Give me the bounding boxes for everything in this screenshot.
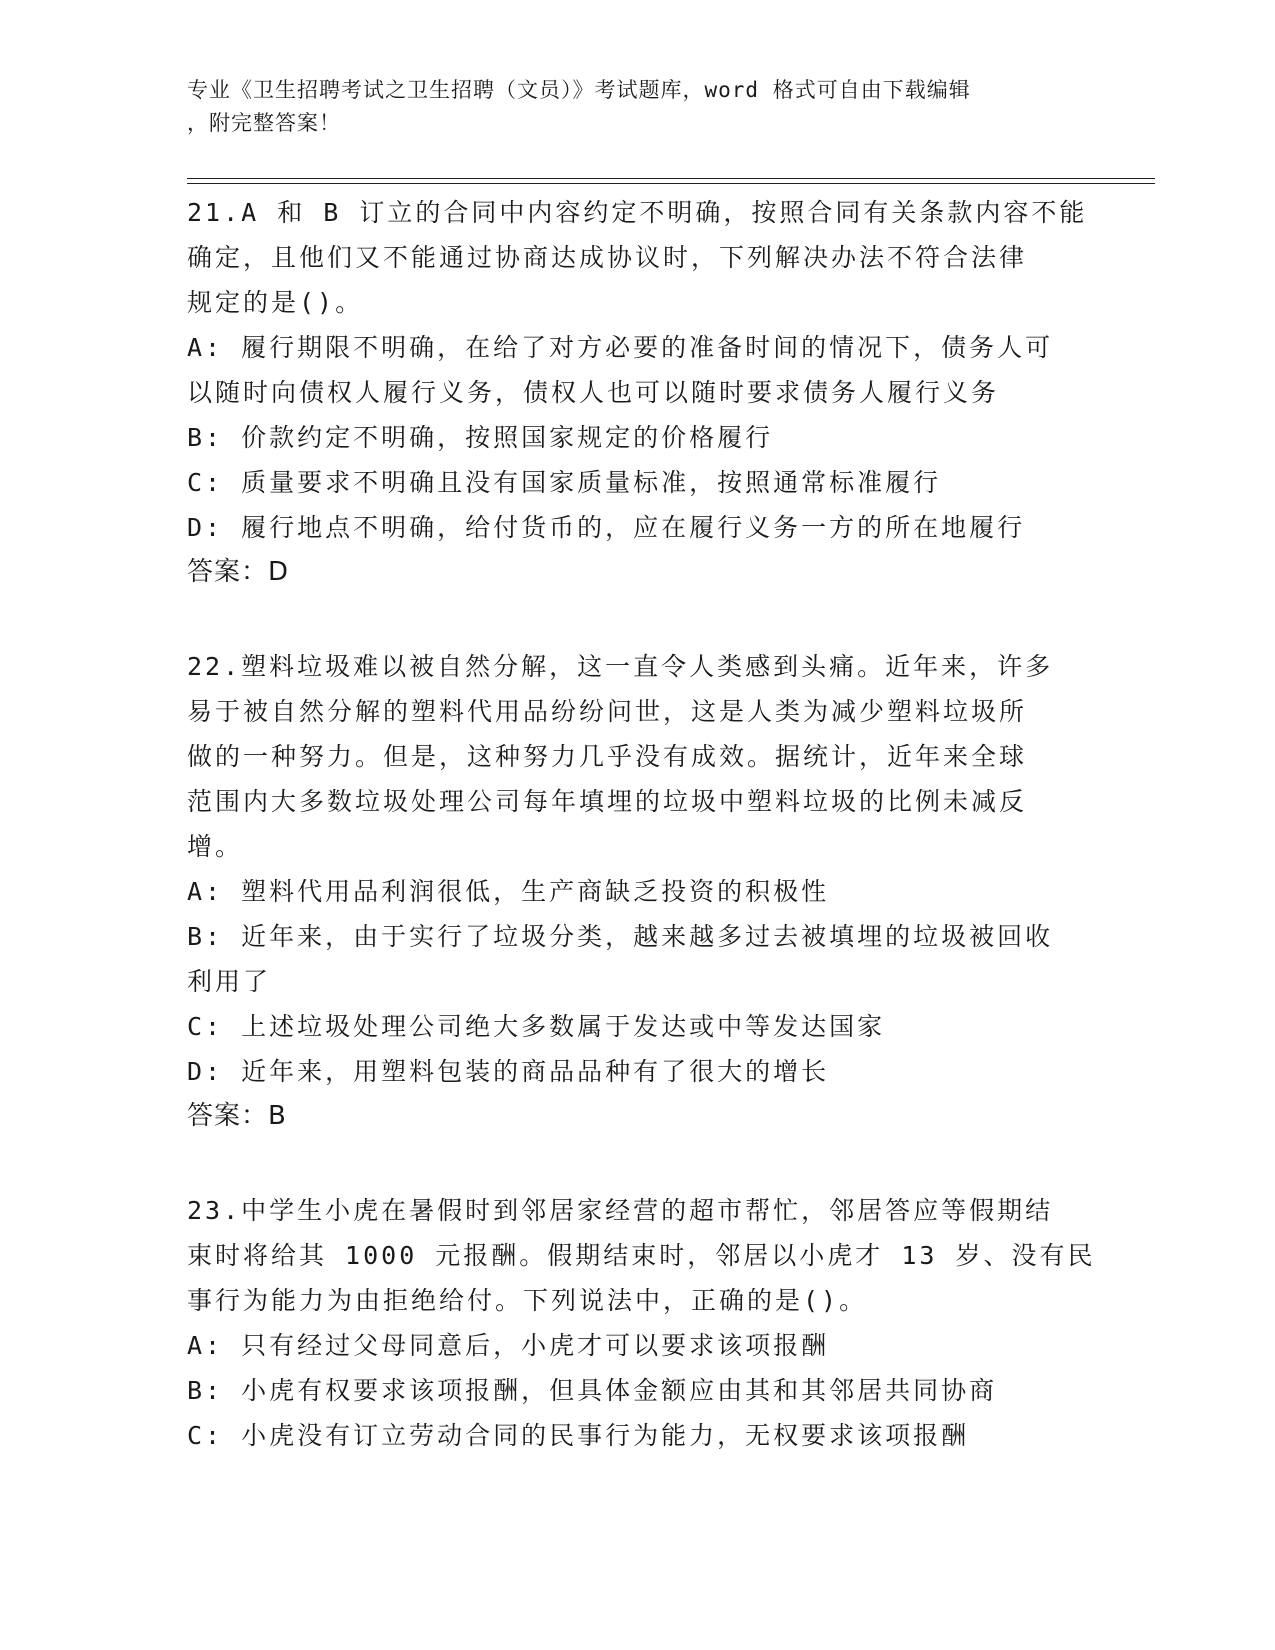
- option-a: A: 塑料代用品利润很低，生产商缺乏投资的积极性: [187, 877, 830, 906]
- question-stem-line: 束时将给其 1000 元报酬。假期结束时，邻居以小虎才 13 岁、没有民: [187, 1241, 1096, 1270]
- option-b: B: 价款约定不明确，按照国家规定的价格履行: [187, 423, 774, 452]
- answer-label: 答案：B: [187, 1101, 287, 1131]
- question-22: [187, 644, 1087, 1139]
- question-stem-line: 易于被自然分解的塑料代用品纷纷问世，这是人类为减少塑料垃圾所: [187, 697, 1028, 726]
- question-stem-line: 22.塑料垃圾难以被自然分解，这一直令人类感到头痛。近年来，许多: [187, 652, 1054, 681]
- option-a: A: 履行期限不明确，在给了对方必要的准备时间的情况下，债务人可: [187, 333, 1054, 362]
- question-stem-line: 21.A 和 B 订立的合同中内容约定不明确，按照合同有关条款内容不能: [187, 198, 1088, 227]
- option-c: C: 小虎没有订立劳动合同的民事行为能力，无权要求该项报酬: [187, 1421, 970, 1450]
- question-stem-line: 规定的是()。: [187, 288, 364, 317]
- question-21: [187, 190, 1087, 595]
- question-stem-line: 范围内大多数垃圾处理公司每年填埋的垃圾中塑料垃圾的比例未减反: [187, 787, 1028, 816]
- option-a-continued: 以随时向债权人履行义务，债权人也可以随时要求债务人履行义务: [187, 378, 1000, 407]
- option-d: D: 履行地点不明确，给付货币的，应在履行义务一方的所在地履行: [187, 513, 1026, 542]
- question-stem-line: 确定，且他们又不能通过协商达成协议时，下列解决办法不符合法律: [187, 243, 1028, 272]
- option-d: D: 近年来，用塑料包装的商品品种有了很大的增长: [187, 1057, 830, 1086]
- question-list: [187, 190, 1096, 1507]
- header-line-2: ，附完整答案！: [187, 111, 341, 135]
- question-23: [187, 1188, 1096, 1458]
- option-b: B: 近年来，由于实行了垃圾分类，越来越多过去被填埋的垃圾被回收: [187, 922, 1054, 951]
- option-b: B: 小虎有权要求该项报酬，但具体金额应由其和其邻居共同协商: [187, 1376, 998, 1405]
- header-divider: [187, 178, 1155, 184]
- question-stem-line: 事行为能力为由拒绝给付。下列说法中，正确的是()。: [187, 1286, 868, 1315]
- option-a: A: 只有经过父母同意后，小虎才可以要求该项报酬: [187, 1331, 830, 1360]
- header-line-1: 专业《卫生招聘考试之卫生招聘（文员）》考试题库，word 格式可自由下载编辑: [187, 78, 971, 102]
- question-stem-line: 23.中学生小虎在暑假时到邻居家经营的超市帮忙，邻居答应等假期结: [187, 1196, 1054, 1225]
- option-c: C: 上述垃圾处理公司绝大多数属于发达或中等发达国家: [187, 1012, 886, 1041]
- question-stem-line: 做的一种努力。但是，这种努力几乎没有成效。据统计，近年来全球: [187, 742, 1028, 771]
- option-c: C: 质量要求不明确且没有国家质量标准，按照通常标准履行: [187, 468, 942, 497]
- option-b-continued: 利用了: [187, 967, 272, 996]
- answer-label: 答案：D: [187, 557, 290, 587]
- question-stem-line: 增。: [187, 832, 244, 861]
- document-header: [187, 74, 1067, 140]
